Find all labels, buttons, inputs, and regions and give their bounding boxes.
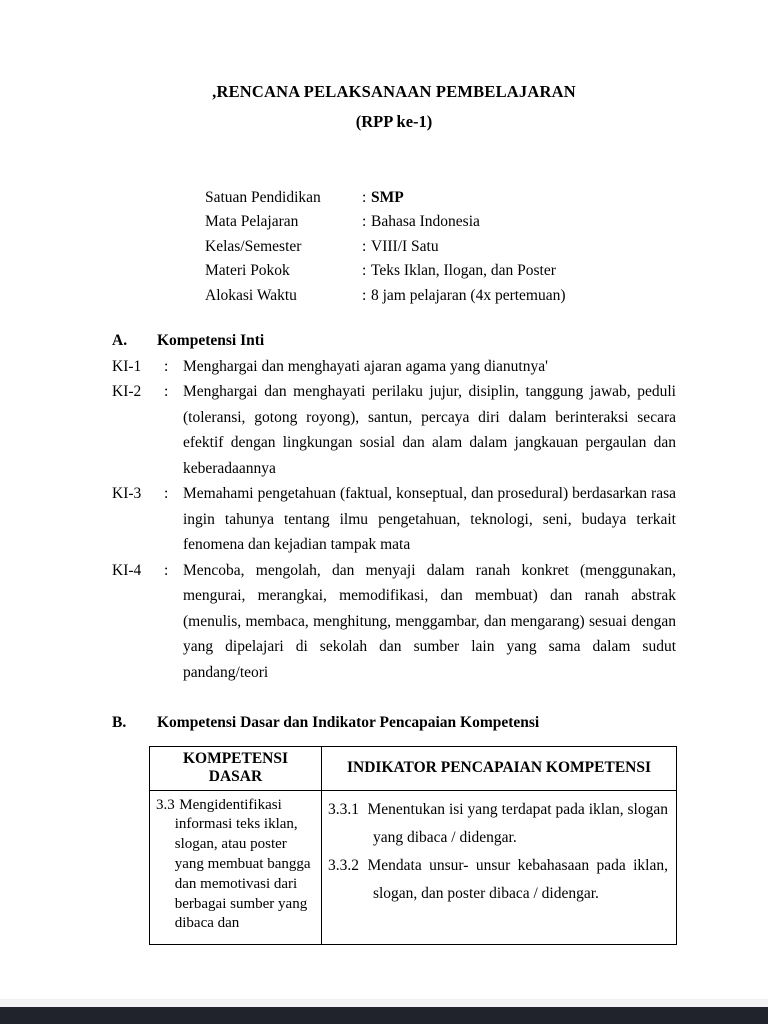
metadata-label: Kelas/Semester xyxy=(205,237,302,255)
metadata-row xyxy=(205,259,676,283)
kd-entry xyxy=(156,796,313,935)
kd-column-header: KOMPETENSI DASAR xyxy=(150,746,322,790)
ki-item xyxy=(112,558,676,686)
document-title: ,RENCANA PELAKSANAAN PEMBELAJARAN xyxy=(212,82,576,101)
indicator-text: Mendata unsur- unsur kebahasaan pada iklan, slogan, dan poster dibaca / didengar. xyxy=(367,856,668,903)
indicator-number: 3.3.2 xyxy=(328,856,359,874)
metadata-list xyxy=(205,186,676,308)
table-header-row xyxy=(150,746,677,790)
metadata-colon: : xyxy=(362,189,367,206)
metadata-label: Satuan Pendidikan xyxy=(205,189,321,206)
metadata-value: VIII/I Satu xyxy=(371,237,439,255)
viewer-bottom-bar xyxy=(0,1007,768,1024)
ki-item xyxy=(112,481,676,558)
metadata-row xyxy=(205,284,676,308)
ki-list xyxy=(112,354,676,686)
ki-item-colon: : xyxy=(164,561,169,579)
metadata-row xyxy=(205,210,676,234)
page-edge-strip xyxy=(0,999,768,1007)
metadata-label: Materi Pokok xyxy=(205,262,290,280)
ki-item-colon: : xyxy=(164,485,169,503)
ki-item-text: Menghargai dan menghayati ajaran agama yang dianutnya' xyxy=(183,357,548,375)
section-a-label: A. xyxy=(112,332,128,350)
metadata-value: 8 jam pelajaran (4x pertemuan) xyxy=(371,286,566,304)
table-row xyxy=(150,790,677,945)
metadata-colon: : xyxy=(362,237,367,255)
kd-cell xyxy=(150,790,322,945)
ki-item-text: Mencoba, mengolah, dan menyaji dalam ranah konkret (menggunakan, mengurai, merangkai, memodifikasi, dan membuat) dan ranah abstrak (menulis, membaca, menghitung, menggambar, dan mengarang) sesuai dengan yang dipelajari di sekolah dan sumber lain yang sama dalam sudut pandang/teori xyxy=(183,561,676,681)
ki-item-text: Menghargai dan menghayati perilaku jujur, disiplin, tanggung jawab, peduli (toleransi, gotong royong), santun, percaya diri dalam berinteraksi secara efektif dengan lingkungan sosial dan alam dalam jangkauan pergaulan dan keberadaannya xyxy=(183,383,676,477)
metadata-value: SMP xyxy=(371,189,404,206)
ki-item-colon: : xyxy=(164,383,169,401)
metadata-colon: : xyxy=(362,262,367,280)
section-a-heading xyxy=(112,328,676,354)
indicator-cell xyxy=(322,790,677,945)
ki-item-text: Memahami pengetahuan (faktual, konseptual, dan prosedural) berdasarkan rasa ingin tahunya tentang ilmu pengetahuan, teknologi, seni, budaya terkait fenomena dan kejadian tampak mata xyxy=(183,485,676,554)
document-subtitle: (RPP ke-1) xyxy=(355,112,433,131)
ki-item-label: KI-1 xyxy=(112,357,142,375)
metadata-colon: : xyxy=(362,286,367,304)
indicator-number: 3.3.1 xyxy=(328,800,359,818)
section-b-title: Kompetensi Dasar dan Indikator Pencapaian Kompetensi xyxy=(157,714,540,732)
ki-item xyxy=(112,379,676,481)
kd-text: Mengidentifikasi informasi teks iklan, slogan, atau poster yang membuat bangga dan memotivasi dari berbagai sumber yang dibaca dan xyxy=(174,796,311,932)
indicator-text: Menentukan isi yang terdapat pada iklan, slogan yang dibaca / didengar. xyxy=(367,800,668,846)
metadata-row xyxy=(205,235,676,259)
section-b-heading xyxy=(112,710,676,736)
metadata-label: Alokasi Waktu xyxy=(205,286,297,304)
kd-indicator-table xyxy=(149,746,677,946)
metadata-value: Bahasa Indonesia xyxy=(371,213,480,231)
ki-item-colon: : xyxy=(164,357,169,375)
ki-item-label: KI-2 xyxy=(112,383,142,401)
ki-item-label: KI-4 xyxy=(112,561,142,579)
ki-item xyxy=(112,354,676,380)
indicator-column-header: INDIKATOR PENCAPAIAN KOMPETENSI xyxy=(322,746,677,790)
indicator-item xyxy=(328,796,668,852)
section-a-title: Kompetensi Inti xyxy=(157,332,265,350)
section-b-label: B. xyxy=(112,714,127,732)
ki-item-label: KI-3 xyxy=(112,485,142,503)
metadata-colon: : xyxy=(362,213,367,231)
kd-number: 3.3 xyxy=(156,796,175,813)
metadata-row xyxy=(205,186,676,210)
indicator-item xyxy=(328,852,668,908)
metadata-value: Teks Iklan, Ilogan, dan Poster xyxy=(371,262,556,280)
metadata-label: Mata Pelajaran xyxy=(205,213,299,231)
